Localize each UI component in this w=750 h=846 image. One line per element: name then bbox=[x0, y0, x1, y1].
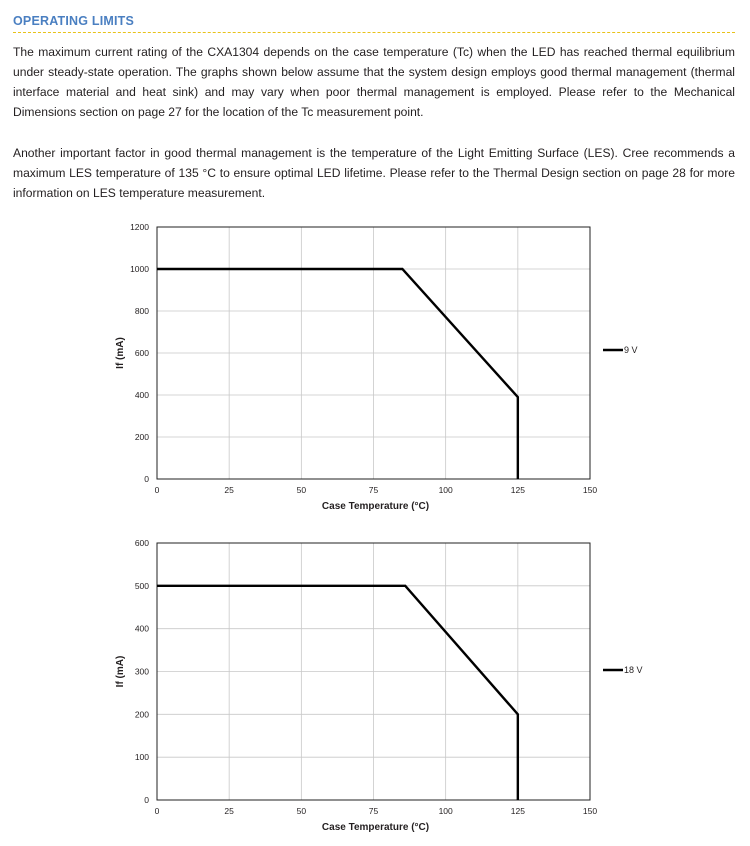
y-tick-label: 500 bbox=[134, 580, 149, 591]
heading-divider bbox=[13, 32, 735, 33]
y-tick-label: 0 bbox=[144, 474, 149, 484]
paragraph-les-temperature: Another important factor in good thermal management is the temperature of the Light Emitting Surface (LES). Cree recommends a maximum LES temperature of 135 °C to ensure optimal LED lifetime. Please refer to the Thermal Design section on page 28 for more information on LES temperature measurement. bbox=[13, 146, 735, 200]
x-tick-label: 150 bbox=[582, 485, 598, 495]
y-axis-title: If (mA) bbox=[115, 337, 126, 369]
y-tick-label: 400 bbox=[134, 390, 149, 400]
x-tick-label: 25 bbox=[224, 806, 234, 816]
y-tick-label: 100 bbox=[134, 752, 149, 763]
x-tick-label: 75 bbox=[368, 806, 379, 816]
y-axis-title: If (mA) bbox=[115, 655, 126, 688]
x-tick-label: 125 bbox=[510, 806, 525, 816]
series-line bbox=[157, 586, 518, 800]
legend-label: 9 V bbox=[624, 345, 638, 355]
x-axis-title: Case Temperature (°C) bbox=[321, 822, 430, 833]
x-tick-label: 100 bbox=[438, 806, 453, 816]
y-tick-label: 600 bbox=[134, 538, 149, 548]
x-tick-label: 75 bbox=[368, 485, 379, 495]
x-tick-label: 125 bbox=[510, 485, 525, 495]
x-tick-label: 100 bbox=[438, 485, 453, 495]
x-tick-label: 50 bbox=[296, 485, 307, 495]
y-tick-label: 600 bbox=[134, 348, 149, 358]
derating-chart-9v bbox=[0, 215, 750, 525]
x-tick-label: 150 bbox=[582, 806, 598, 816]
x-axis-title: Case Temperature (°C) bbox=[321, 501, 430, 512]
x-tick-label: 25 bbox=[224, 485, 234, 495]
y-tick-label: 1200 bbox=[130, 222, 149, 232]
x-tick-label: 0 bbox=[154, 806, 160, 816]
y-tick-label: 0 bbox=[144, 795, 149, 805]
x-tick-label: 0 bbox=[154, 485, 160, 495]
y-tick-label: 300 bbox=[134, 666, 149, 677]
y-tick-label: 200 bbox=[134, 709, 149, 720]
y-tick-label: 400 bbox=[134, 623, 149, 634]
y-tick-label: 800 bbox=[134, 306, 149, 316]
x-tick-label: 50 bbox=[296, 806, 307, 816]
y-tick-label: 200 bbox=[134, 432, 149, 442]
y-tick-label: 1000 bbox=[130, 264, 149, 274]
series-line bbox=[157, 269, 518, 479]
section-heading: OPERATING LIMITS bbox=[13, 14, 135, 28]
derating-chart-18v bbox=[0, 535, 750, 845]
legend-label: 18 V bbox=[624, 665, 643, 675]
paragraph-case-temperature: The maximum current rating of the CXA1304 depends on the case temperature (Tc) when the LED has reached thermal equilibrium under steady-state operation. The graphs shown below assume that the system design employs good thermal management (thermal interface material and heat sink) and may vary when poor thermal management is employed. Please refer to the Mechanical Dimensions section on page 27 for the location of the Tc measurement point. bbox=[13, 45, 735, 119]
